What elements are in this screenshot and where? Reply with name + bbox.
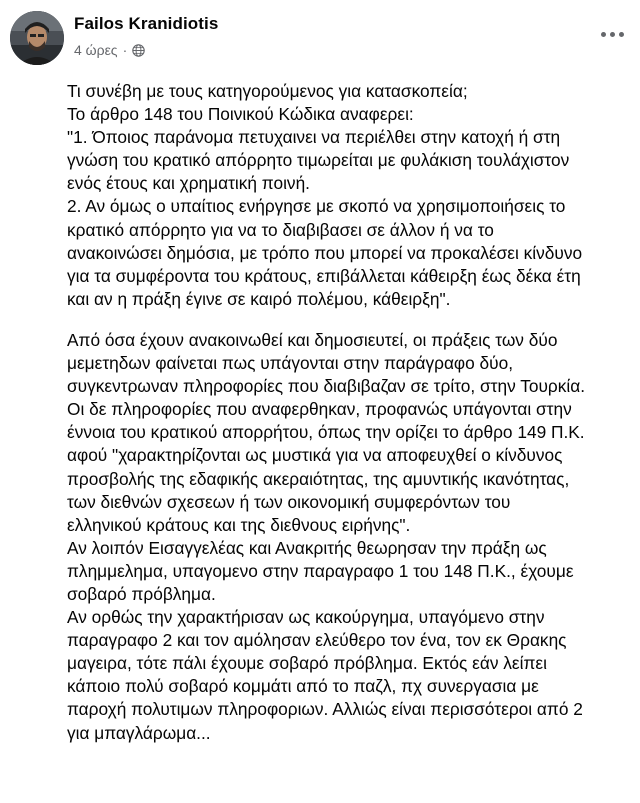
author-name[interactable]: Failos Kranidiotis xyxy=(74,14,219,33)
text-line: των διεθνών σχεσεων ή των οικονομική συμφερόντων του xyxy=(67,491,511,512)
post-header xyxy=(0,0,640,74)
text-line: 2. Αν όμως ο υπαίτιος ενήργησε με σκοπό να χρησιμοποιήσεις το xyxy=(67,196,566,217)
text-line: Αν ορθώς την χαρακτήρισαν ως κακούργημα, υπαγόμενο στην xyxy=(67,607,545,628)
text-line: γνώση του κρατικό απόρρητο τιμωρείται με φυλάκιση τουλάχιστον xyxy=(67,150,570,171)
text-line: παραγραφο 2 και τον αμόλησαν ελεύθερο τον ένα, τον εκ Θρακης xyxy=(67,630,567,651)
post-meta xyxy=(74,41,145,59)
text-line: παροχή πολυτιμων πληροφοριων. Αλλιώς είναι περισσότεροι από 2 xyxy=(67,699,583,720)
text-line: για τα συμφέροντα του κράτους, επιβάλλεται κάθειρξη έως δέκα έτη xyxy=(67,265,581,286)
text-line: έννοια του κρατικού απορρήτου, όπως την ορίζει το άρθρο 149 Π.Κ. xyxy=(67,422,585,443)
post-text xyxy=(67,80,637,745)
post-paragraph-1 xyxy=(67,80,637,311)
profile-photo xyxy=(10,11,64,65)
text-line: μεμετηδων φαίνεται πως υπάγονται στην παράγραφο δύο, xyxy=(67,353,514,374)
text-line: σοβαρό πρόβλημα. xyxy=(67,583,216,604)
text-line: συγκεντρωναν πληροφορίες που διαβιβαζαν σε τρίτο, στην Τουρκία. xyxy=(67,376,586,397)
text-line: ενός έτους και χρηματική ποινή. xyxy=(67,173,310,194)
text-line: κρατικό απόρρητο για να το διαβιβασει σε άλλον ή να το xyxy=(67,219,494,240)
text-line: Τι συνέβη με τους κατηγορούμενος για κατασκοπεία; xyxy=(67,81,468,101)
text-line: Από όσα έχουν ανακοινωθεί και δημοσιευτεί, οι πράξεις των δύο xyxy=(67,329,558,350)
text-line: μαγειρα, τότε πάλι έχουμε σοβαρό πρόβλημα. Εκτός εάν λείπει xyxy=(67,653,547,674)
globe-icon[interactable] xyxy=(132,44,145,57)
post-timestamp[interactable]: 4 ώρες xyxy=(74,42,118,58)
meta-separator: · xyxy=(122,42,128,58)
text-line: πλημμελημα, υπαγομενο στην παραγραφο 1 του 148 Π.Κ., έχουμε xyxy=(67,560,574,581)
text-line: ελληνικού κράτους και της διεθνους ειρήνης". xyxy=(67,514,411,535)
post-paragraph-2 xyxy=(67,329,637,745)
text-line: προσβολής της εδαφικής ακεραιότητας, της αμυντικής ικανότητας, xyxy=(67,468,570,489)
text-line: Αν λοιπόν Εισαγγελέας και Ανακριτής θεωρησαν την πράξη ως xyxy=(67,537,547,558)
text-line: για μπαγλάρωμα... xyxy=(67,722,211,743)
text-line: Το άρθρο 148 του Ποινικού Κώδικα αναφερει: xyxy=(67,104,414,125)
text-line: "1. Όποιος παράνομα πετυχαινει να περιέλθει στην κατοχή ή στη xyxy=(67,127,561,148)
text-line: Οι δε πληροφορίες που αναφερθηκαν, προφανώς υπάγονται στην xyxy=(67,399,572,420)
text-line: αφού "χαρακτηρίζονται ως μυστικά για να αποφευχθεί ο κίνδυνος xyxy=(67,445,563,466)
text-line: ανακοινώσει δημόσια, με τρόπο που μπορεί να προκαλέσει κίνδυνο xyxy=(67,242,583,263)
text-line: κάποιο πολύ σοβαρό κομμάτι από το παζλ, πχ συνεργασια με xyxy=(67,676,539,697)
more-options-icon[interactable] xyxy=(598,24,626,44)
text-line: και αν η πράξη έγινε σε καιρό πολέμου, κάθειρξη". xyxy=(67,288,451,309)
avatar[interactable] xyxy=(10,11,64,65)
